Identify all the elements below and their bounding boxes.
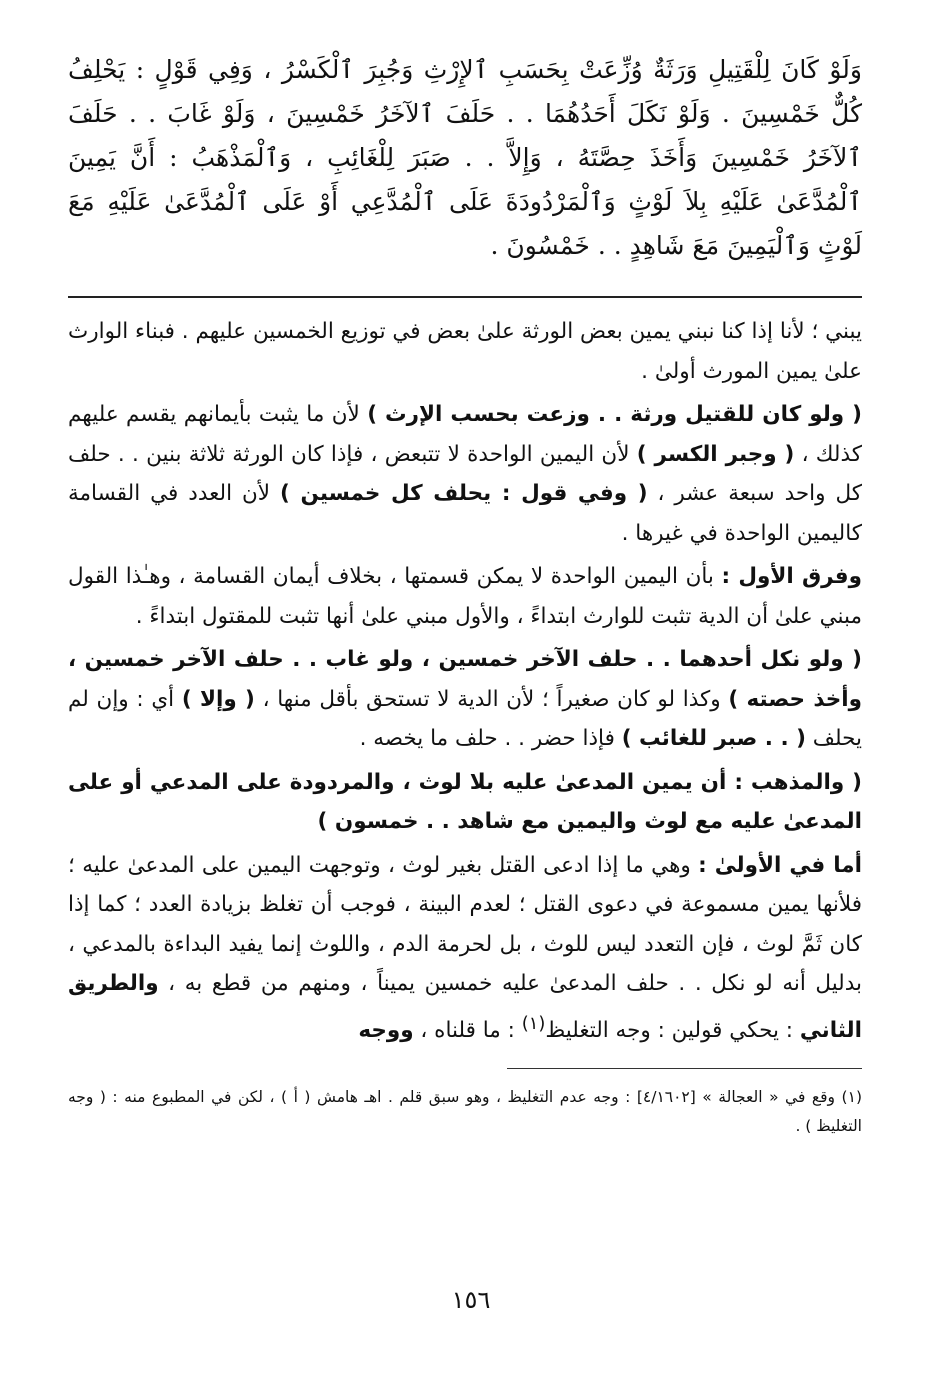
commentary-text: : يحكي قولين : وجه التغليظ — [545, 1017, 800, 1043]
commentary — [68, 312, 862, 1050]
matn-quote: ( ولو نكل أحدهما . . حلف الآخر خمسين ، ولو غاب . . حلف الآخر خمسين ، وأخذ حصته ) — [68, 647, 862, 712]
matn-quote: ووجه — [358, 1017, 414, 1043]
page-number: ١٥٦ — [451, 1286, 491, 1314]
commentary-text: وكذا لو كان صغيراً ؛ لأن الدية لا تستحق بأقل منها ، — [254, 686, 729, 712]
commentary-text: فإذا حضر . . حلف ما يخصه . — [359, 726, 622, 751]
commentary-text: : ما قلناه ، — [413, 1017, 522, 1043]
commentary-text: لأن ما يثبت بأيمانهم يقسم عليهم كذلك ، — [68, 402, 862, 467]
matn-text: وَلَوْ كَانَ لِلْقَتِيلِ وَرَثَةٌ وُزِّعَتْ بِحَسَبِ ٱلإِرْثِ وَجُبِرَ ٱلْكَسْرُ ، وَفِي قَوْلٍ : يَحْلِفُ كُلٌّ خَمْسِينَ . وَلَوْ نَكَلَ أَحَدُهُمَا . . حَلَفَ ٱلآخَرُ خَمْسِينَ ، وَلَوْ غَابَ . . حَلَفَ ٱلآخَرُ خَمْسِينَ وَأَخَذَ حِصَّتَهُ ، وَإِلاَّ . . صَبَرَ لِلْغَائِبِ ، وَٱلْمَذْهَبُ : أَنَّ يَمِينَ ٱلْمُدَّعَىٰ عَلَيْهِ بِلاَ لَوْثٍ وَٱلْمَرْدُودَةَ عَلَى ٱلْمُدَّعِي أَوْ عَلَى ٱلْمُدَّعَىٰ عَلَيْهِ مَعَ لَوْثٍ وَٱلْيَمِينَ مَعَ شَاهِدٍ . . خَمْسُونَ . — [68, 55, 862, 260]
commentary-paragraph — [68, 395, 862, 553]
matn-quote: ( وفي قول : يحلف كل خمسين ) — [280, 481, 648, 506]
matn-quote: أما في الأولىٰ : — [698, 852, 862, 878]
footnote-divider — [507, 1068, 862, 1069]
footnote-reference[interactable]: (١) — [521, 1012, 546, 1034]
matn-quote: ( وإلا ) — [181, 686, 255, 712]
footnote-number: (١) — [841, 1088, 862, 1107]
matn-quote: ( ولو كان للقتيل ورثة . . وزعت بحسب الإرث ) — [367, 402, 863, 427]
commentary-paragraph — [68, 557, 862, 636]
commentary-text: أي : وإن لم يحلف — [68, 686, 862, 751]
commentary-text: يبني ؛ لأنا إذا كنا نبني يمين بعض الورثة علىٰ بعض في توزيع الخمسين عليهم . فبناء الوارث علىٰ يمين المورث أولىٰ . — [67, 319, 862, 384]
matn-quote: ( . . صبر للغائب ) — [621, 726, 806, 751]
matn-divider — [68, 296, 862, 298]
matn-quote: ( وجبر الكسر ) — [636, 441, 795, 467]
commentary-text: لأن اليمين الواحدة لا تتبعض ، فإذا كان الورثة ثلاثة بنين . . حلف كل واحد سبعة عشر ، — [68, 441, 862, 506]
footnote-text: وقع في « العجالة » [٤/١٦٠٢] : وجه عدم التغليظ ، وهو سبق قلم . اهـ هامش ( أ ) ، لكن في المطبوع منه : ( وجه التغليظ ) . — [68, 1088, 862, 1136]
book-page — [68, 48, 862, 1377]
matn-quote: ( والمذهب : أن يمين المدعىٰ عليه بلا لوث ، والمردودة على المدعي أو على المدعىٰ عليه مع لوث واليمين مع شاهد . . خمسون ) — [68, 769, 862, 834]
matn-quote: والطريق الثاني — [68, 971, 862, 1043]
commentary-paragraph — [68, 640, 862, 759]
matn-quote: وفرق الأول : — [721, 564, 862, 589]
commentary-text: وهي ما إذا ادعى القتل بغير لوث ، وتوجهت اليمين على المدعىٰ عليه ؛ فلأنها يمين مسموعة في دعوى القتل ؛ لعدم البينة ، فوجب أن تغلظ بزيادة العدد ؛ كما إذا كان ثَمَّ لوث ، فإن التعدد ليس للوث ، بل لحرمة الدم ، واللوث إنما يفيد البداءة بالمدعي ، بدليل أنه لو نكل . . حلف المدعىٰ عليه خمسين يميناً ، ومنهم من قطع به ، — [68, 852, 862, 996]
footnote — [68, 1083, 862, 1141]
commentary-paragraph — [68, 312, 862, 391]
commentary-text: بأن اليمين الواحدة لا يمكن قسمتها ، بخلاف أيمان القسامة ، وهـٰذا القول مبني علىٰ أن الدية تثبت للوارث ابتداءً ، والأول مبني علىٰ أنها تثبت للمقتول ابتداءً . — [68, 564, 862, 629]
commentary-text: لأن العدد في القسامة كاليمين الواحدة في غيرها . — [68, 481, 862, 546]
commentary-paragraph — [68, 846, 862, 1051]
commentary-paragraph — [68, 763, 862, 842]
